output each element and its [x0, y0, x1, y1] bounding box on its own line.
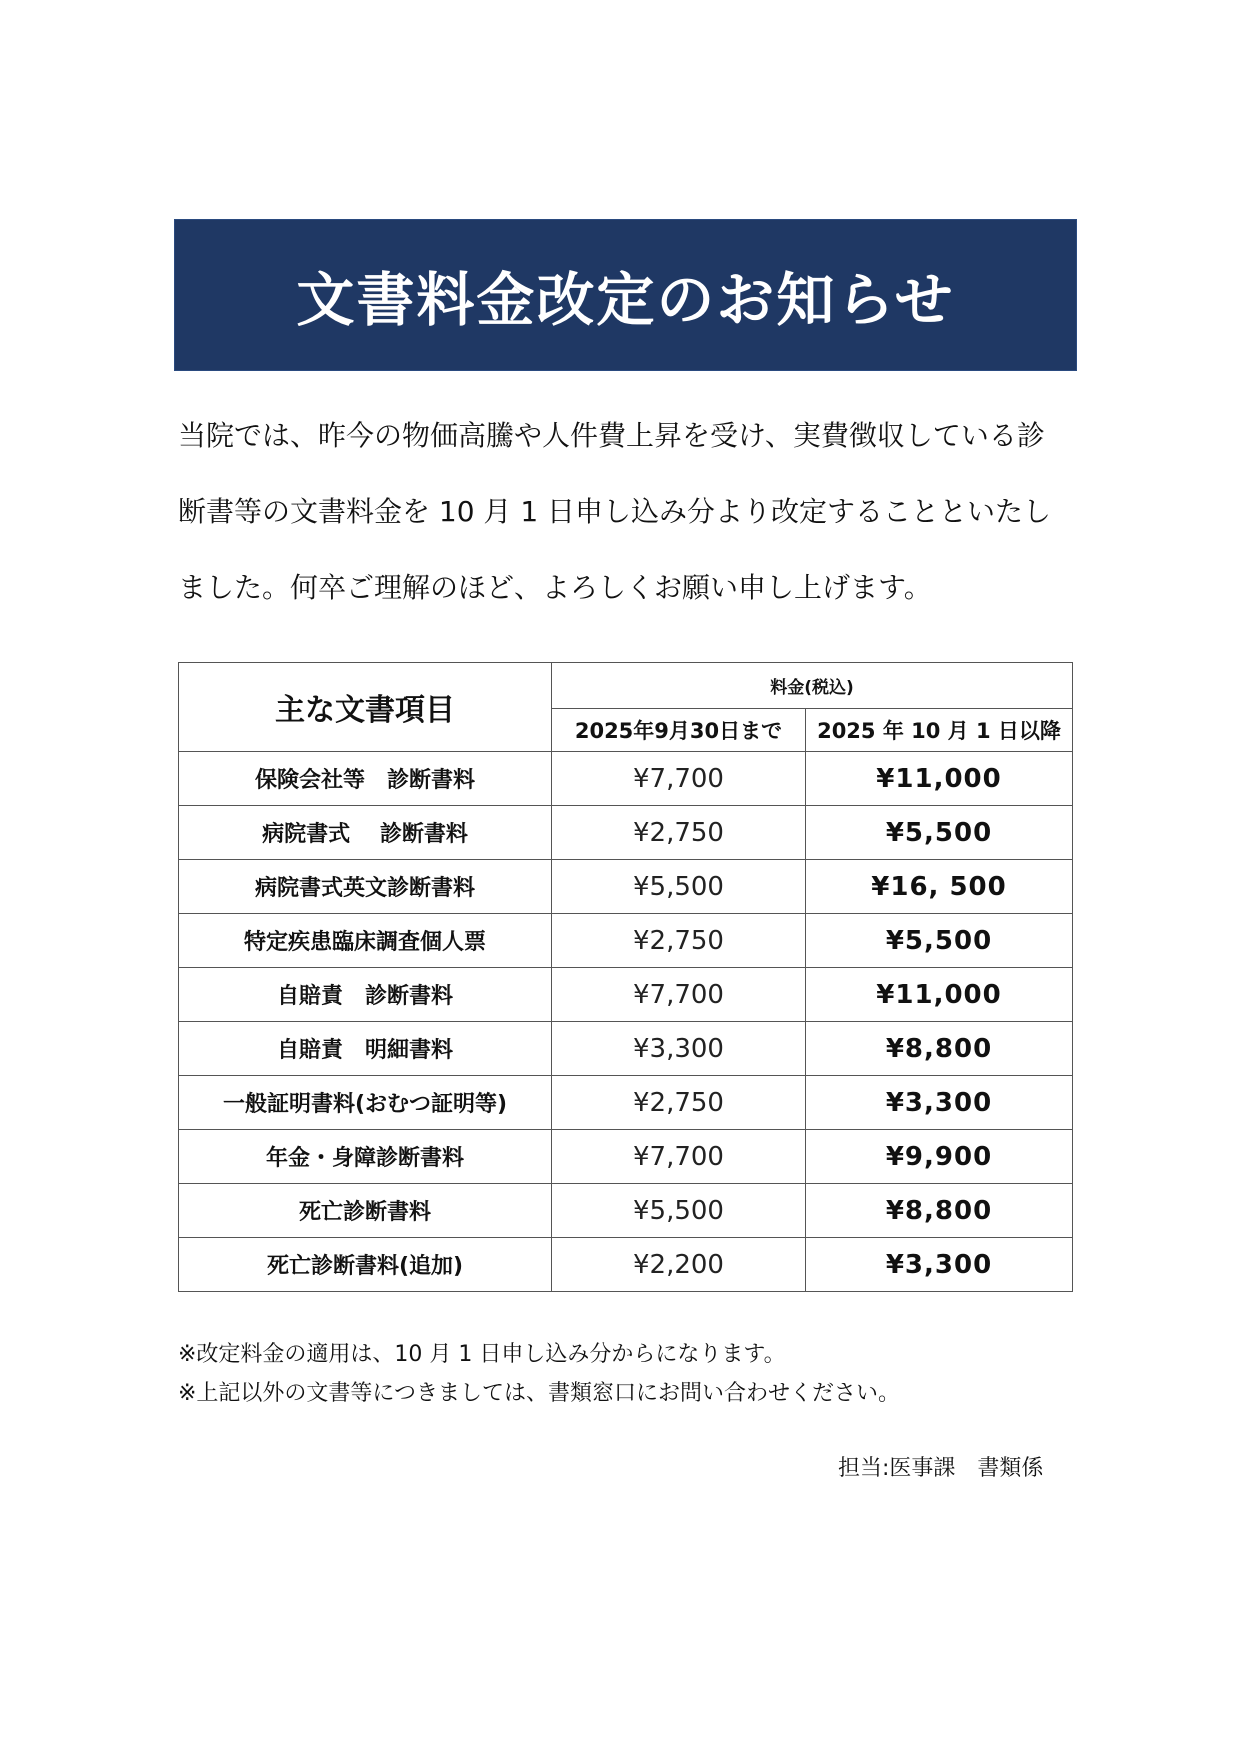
- old-fee: ¥2,750: [552, 914, 806, 968]
- table-row: [179, 1130, 1073, 1184]
- new-fee: ¥3,300: [806, 1076, 1073, 1130]
- table-row: [179, 806, 1073, 860]
- intro-line: 断書等の文書料金を 10 月 1 日申し込み分より改定することといたし: [178, 495, 1052, 528]
- notes: [178, 1335, 1078, 1413]
- note-line: ※改定料金の適用は、10 月 1 日申し込み分からになります。: [178, 1342, 786, 1367]
- intro-line: ました。何卒ご理解のほど、よろしくお願い申し上げます。: [178, 571, 932, 604]
- table-row: [179, 1076, 1073, 1130]
- new-fee: ¥5,500: [806, 914, 1073, 968]
- header-new-fee-date: 2025 年 10 月 1 日以降: [806, 708, 1073, 752]
- new-fee: ¥11,000: [806, 752, 1073, 806]
- new-fee: ¥3,300: [806, 1238, 1073, 1292]
- header-old-fee-date: 2025年9月30日まで: [552, 708, 806, 752]
- table-row: [179, 1022, 1073, 1076]
- old-fee: ¥7,700: [552, 1130, 806, 1184]
- header-fee: 料金(税込): [552, 663, 1073, 709]
- new-fee: ¥9,900: [806, 1130, 1073, 1184]
- old-fee: ¥5,500: [552, 1184, 806, 1238]
- page-title: 文書料金改定のお知らせ: [296, 266, 955, 334]
- new-fee: ¥11,000: [806, 968, 1073, 1022]
- document-name: 年金・身障診断書料: [179, 1130, 552, 1184]
- document-name: 保険会社等 診断書料: [179, 752, 552, 806]
- header-document-item: 主な文書項目: [179, 663, 552, 752]
- old-fee: ¥2,200: [552, 1238, 806, 1292]
- document-name: 一般証明書料(おむつ証明等): [179, 1076, 552, 1130]
- document-name: 自賠責 明細書料: [179, 1022, 552, 1076]
- old-fee: ¥5,500: [552, 860, 806, 914]
- table-row: [179, 752, 1073, 806]
- table-row: [179, 968, 1073, 1022]
- note-line: ※上記以外の文書等につきましては、書類窓口にお問い合わせください。: [178, 1381, 900, 1406]
- contact-info: 担当:医事課 書類係: [838, 1456, 1044, 1481]
- document-name: 死亡診断書料(追加): [179, 1238, 552, 1292]
- new-fee: ¥16, 500: [806, 860, 1073, 914]
- table-row: [179, 860, 1073, 914]
- document-name: 自賠責 診断書料: [179, 968, 552, 1022]
- old-fee: ¥7,700: [552, 968, 806, 1022]
- old-fee: ¥2,750: [552, 806, 806, 860]
- intro-line: 当院では、昨今の物価高騰や人件費上昇を受け、実費徴収している診: [178, 419, 1045, 452]
- document-name: 病院書式 診断書料: [179, 806, 552, 860]
- fee-table: [178, 662, 1073, 1292]
- table-row: [179, 1184, 1073, 1238]
- title-banner: [174, 219, 1077, 371]
- old-fee: ¥3,300: [552, 1022, 806, 1076]
- table-row: [179, 914, 1073, 968]
- old-fee: ¥7,700: [552, 752, 806, 806]
- table-row: [179, 1238, 1073, 1292]
- document-name: 死亡診断書料: [179, 1184, 552, 1238]
- new-fee: ¥8,800: [806, 1022, 1073, 1076]
- document-name: 病院書式英文診断書料: [179, 860, 552, 914]
- new-fee: ¥5,500: [806, 806, 1073, 860]
- old-fee: ¥2,750: [552, 1076, 806, 1130]
- new-fee: ¥8,800: [806, 1184, 1073, 1238]
- intro-paragraph: [178, 398, 1078, 626]
- document-name: 特定疾患臨床調査個人票: [179, 914, 552, 968]
